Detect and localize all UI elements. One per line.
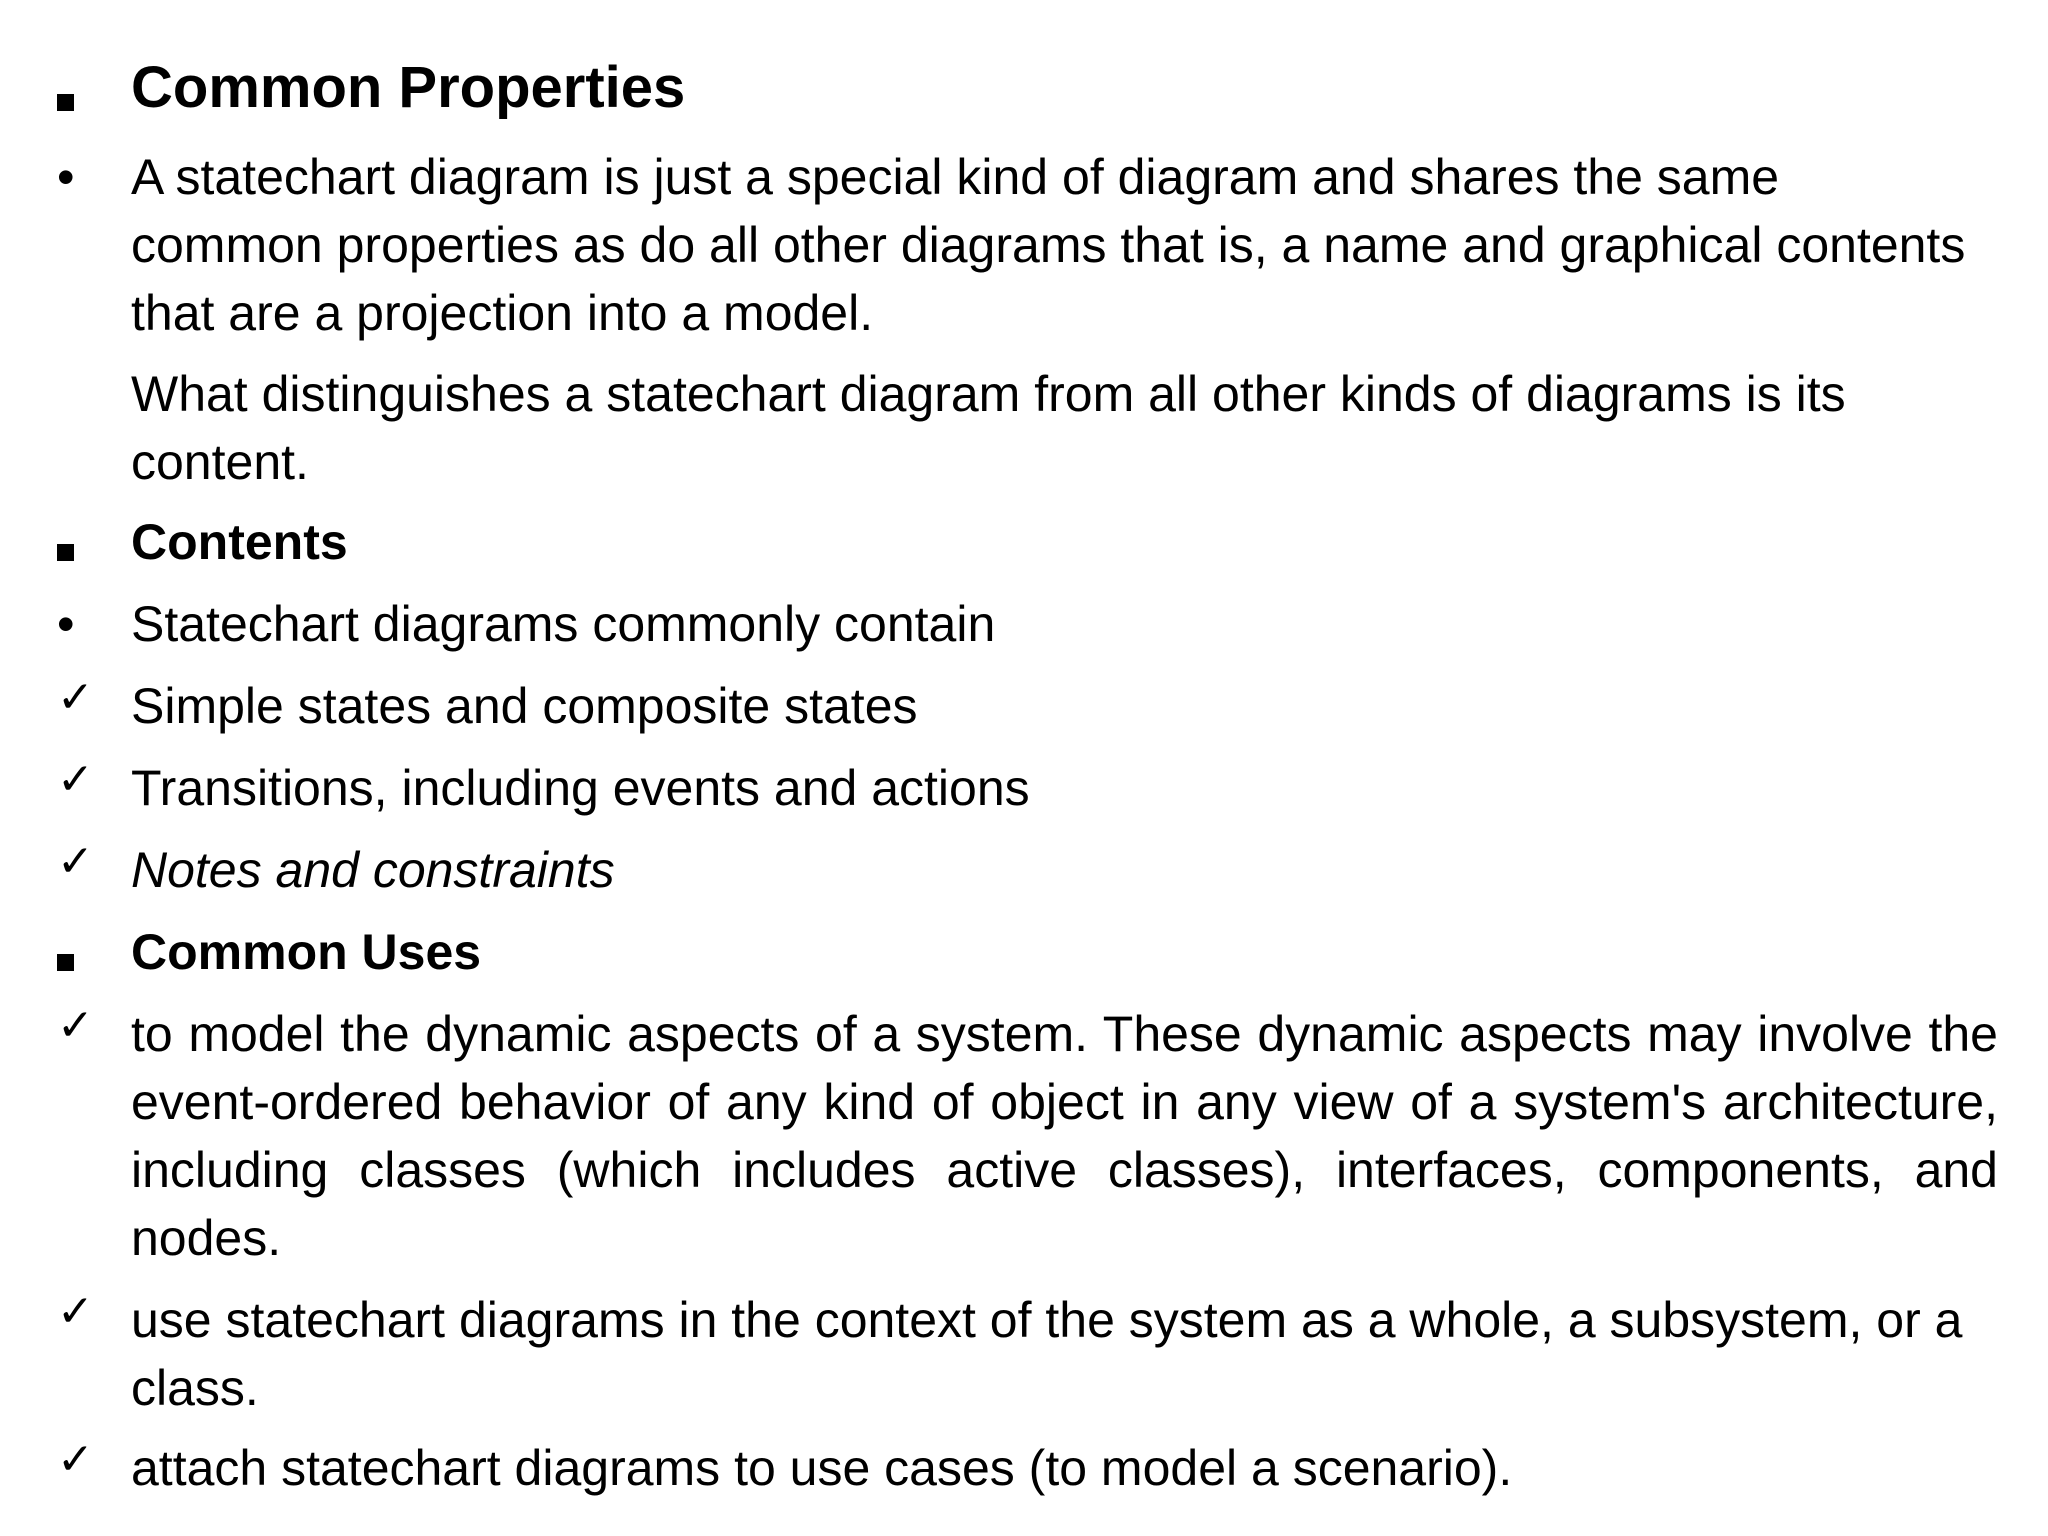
- square-bullet-icon: [57, 920, 74, 988]
- check-icon: ✓: [57, 1434, 94, 1485]
- common-uses-item: use statechart diagrams in the context of the system as a whole, a subsystem, or a class.: [131, 1292, 1963, 1416]
- square-bullet-icon: [57, 510, 74, 578]
- heading-contents: Contents: [131, 514, 348, 570]
- check-icon: ✓: [57, 672, 94, 723]
- heading-common-properties: Common Properties: [131, 55, 686, 120]
- check-icon: ✓: [57, 1286, 94, 1337]
- check-icon: ✓: [57, 1000, 94, 1051]
- dot-bullet-icon: •: [57, 596, 75, 652]
- contents-item: Notes and constraints: [131, 842, 615, 898]
- check-icon: ✓: [57, 754, 94, 805]
- dot-bullet-icon: •: [57, 149, 75, 205]
- check-icon: ✓: [57, 836, 94, 887]
- square-bullet-icon: [57, 60, 74, 128]
- common-uses-item: attach statechart diagrams to use cases (to model a scenario).: [131, 1440, 1513, 1496]
- common-uses-item: to model the dynamic aspects of a system. These dynamic aspects may involve the event-ordered behavior of any kind of object in any view of a system's architecture, including classes (which includes active classes), interfaces, components, and nodes.: [131, 1006, 1998, 1266]
- contents-intro: Statechart diagrams commonly contain: [131, 596, 996, 652]
- common-properties-paragraph-2: What distinguishes a statechart diagram from all other kinds of diagrams is its content.: [131, 366, 1846, 490]
- common-properties-paragraph-1: A statechart diagram is just a special kind of diagram and shares the same common properties as do all other diagrams that is, a name and graphical contents that are a projection into a model.: [131, 149, 1966, 341]
- contents-item: Transitions, including events and actions: [131, 760, 1030, 816]
- heading-common-uses: Common Uses: [131, 924, 482, 980]
- contents-item: Simple states and composite states: [131, 678, 918, 734]
